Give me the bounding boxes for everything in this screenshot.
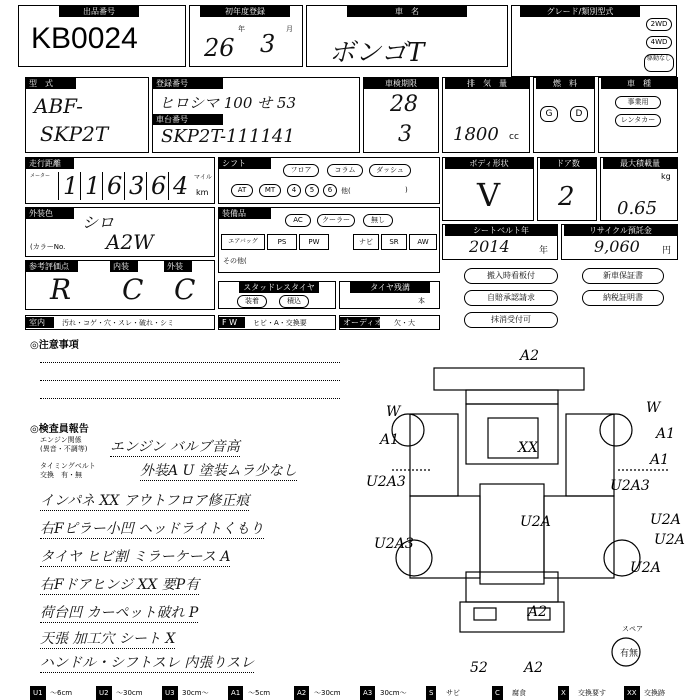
equipment-header: 装備品 bbox=[219, 208, 271, 219]
room-box bbox=[25, 315, 215, 330]
legend-desc: ～30cm bbox=[314, 689, 341, 697]
equip-ps[interactable]: PS bbox=[267, 234, 297, 250]
notes-line-2 bbox=[40, 380, 340, 381]
equip-sr[interactable]: SR bbox=[381, 234, 407, 250]
inspector-note: ハンドル・シフトスレ 内張りスレ bbox=[40, 652, 254, 673]
equip-airbag[interactable]: エアバッグ bbox=[221, 234, 265, 250]
color-box bbox=[25, 207, 215, 257]
grade-none[interactable]: 駆動なし bbox=[644, 54, 674, 72]
legend-code: A1 bbox=[228, 686, 243, 700]
fuel-box bbox=[533, 77, 595, 153]
inspection-year: 28 bbox=[390, 92, 418, 117]
shift-4[interactable]: 4 bbox=[287, 184, 301, 197]
legend-desc: 腐食 bbox=[512, 689, 526, 697]
inspector-note: インパネ XX アウトフロア修正痕 bbox=[40, 490, 249, 511]
model-box bbox=[25, 77, 149, 153]
inspector-note: タイヤ ヒビ割 ミラーケース A bbox=[40, 546, 230, 567]
type-rental[interactable]: レンタカー bbox=[615, 114, 661, 127]
body-box bbox=[442, 157, 534, 221]
grade-4wd[interactable]: 4WD bbox=[646, 36, 672, 49]
legend-desc: 交換要す bbox=[578, 689, 606, 697]
left-front-door bbox=[410, 414, 458, 496]
model-code: ABF- bbox=[34, 94, 83, 118]
hood bbox=[466, 404, 558, 464]
inspector-note: 右Fドアヒンジ XX 要P有 bbox=[40, 574, 199, 595]
tire-box bbox=[339, 281, 440, 309]
damage-label: W bbox=[646, 400, 661, 416]
audio-options: 欠・大 bbox=[394, 319, 415, 327]
first-reg-year: 26 bbox=[204, 34, 235, 62]
shift-column[interactable]: コラム bbox=[327, 164, 363, 177]
car-name-box bbox=[306, 5, 508, 67]
spare-label: スペア bbox=[622, 625, 643, 633]
interior-score: C bbox=[122, 273, 144, 306]
left-taillight bbox=[474, 608, 496, 620]
recycle-fee: 9,060 bbox=[594, 237, 640, 256]
notes-line-1 bbox=[40, 362, 340, 363]
shift-other: 他( bbox=[341, 187, 351, 195]
first-reg-box bbox=[189, 5, 303, 67]
inspector-note: エンジン バルブ音高 bbox=[110, 436, 240, 457]
damage-label: U2A3 bbox=[610, 478, 650, 494]
legend-desc: ～30cm bbox=[116, 689, 143, 697]
tire-header: タイヤ残溝 bbox=[350, 282, 430, 293]
frame-header: 車台番号 bbox=[153, 114, 223, 125]
front-edge bbox=[466, 390, 558, 404]
legend-code: XX bbox=[624, 686, 640, 700]
legend-desc: 交換跡 bbox=[644, 689, 665, 697]
shift-box bbox=[218, 157, 440, 204]
legend-code: U2 bbox=[96, 686, 112, 700]
score-header: 参考評価点 bbox=[26, 261, 78, 272]
audio-box bbox=[339, 315, 440, 330]
damage-label: U2A bbox=[520, 514, 551, 530]
frame-number: SKP2T-111141 bbox=[161, 126, 295, 147]
grade-box bbox=[511, 5, 677, 77]
damage-label: U2A bbox=[654, 532, 685, 548]
legend-code: S bbox=[426, 686, 436, 700]
car-name-header: 車 名 bbox=[347, 6, 467, 17]
shift-other-close: ) bbox=[405, 186, 408, 194]
vehicle-type-box bbox=[598, 77, 678, 153]
shift-6[interactable]: 6 bbox=[323, 184, 337, 197]
studless-box bbox=[218, 281, 336, 309]
max-load-header: 最大積載量 bbox=[603, 158, 677, 169]
engine-label-1: エンジン関係 bbox=[40, 436, 82, 444]
damage-label: U2A3 bbox=[366, 474, 406, 490]
legend-code: U1 bbox=[30, 686, 46, 700]
exterior-score: C bbox=[174, 273, 196, 306]
car-name: ボンゴT bbox=[329, 38, 425, 68]
odometer-digit: 4 bbox=[168, 172, 188, 200]
fw-header: F W bbox=[219, 317, 245, 328]
damage-label: U2A bbox=[650, 512, 681, 528]
room-header: 室内 bbox=[26, 317, 54, 328]
mileage-header: 走行距離 bbox=[26, 158, 74, 169]
body-header: ボディ形状 bbox=[445, 158, 533, 169]
damage-label: A1 bbox=[650, 452, 670, 468]
damage-label: 52 bbox=[470, 660, 488, 676]
score-box bbox=[25, 260, 215, 310]
inspection-header: 車検期限 bbox=[364, 78, 438, 89]
legend-code: A3 bbox=[360, 686, 375, 700]
inspector-title: ◎検査員報告 bbox=[30, 424, 89, 435]
studless-header: スタッドレスタイヤ bbox=[239, 282, 319, 293]
paper-signboard[interactable]: 搬入時看板付 bbox=[464, 268, 558, 284]
shift-5[interactable]: 5 bbox=[305, 184, 319, 197]
equip-ac[interactable]: AC bbox=[285, 214, 311, 227]
grade-header: グレード/類別型式 bbox=[520, 6, 640, 17]
legend-desc: ～6cm bbox=[50, 689, 73, 697]
left-bed-side bbox=[410, 496, 480, 578]
shift-header: シフト bbox=[219, 158, 271, 169]
shift-mt[interactable]: MT bbox=[259, 184, 281, 197]
displacement: 1800 bbox=[453, 124, 499, 145]
studless-installed[interactable]: 装着 bbox=[237, 295, 267, 308]
interior-header: 内装 bbox=[110, 261, 138, 272]
seatbelt-header: シートベルト年 bbox=[445, 225, 557, 236]
lot-number: KB0024 bbox=[31, 22, 138, 55]
max-load: 0.65 bbox=[617, 198, 658, 219]
mileage-box bbox=[25, 157, 215, 204]
recycle-box bbox=[561, 224, 678, 260]
equip-aw[interactable]: AW bbox=[409, 234, 437, 250]
year-unit: 年 bbox=[238, 25, 245, 33]
legend-code: U3 bbox=[162, 686, 178, 700]
lot-number-header: 出品番号 bbox=[59, 6, 139, 17]
doors-box bbox=[537, 157, 597, 221]
cc-unit: cc bbox=[509, 132, 519, 142]
shift-at[interactable]: AT bbox=[231, 184, 253, 197]
seatbelt-year: 2014 bbox=[469, 237, 510, 256]
color-name: シロ bbox=[82, 213, 115, 232]
odometer-digit: 1 bbox=[80, 172, 100, 200]
reg-box bbox=[152, 77, 360, 153]
score: R bbox=[50, 273, 72, 306]
fuel-diesel[interactable]: D bbox=[570, 106, 588, 122]
rear-bumper bbox=[460, 602, 564, 632]
first-reg-header: 初年度登録 bbox=[200, 6, 290, 17]
legend-bar bbox=[30, 686, 690, 700]
damage-label: A1 bbox=[656, 426, 676, 442]
equip-cooler[interactable]: クーラー bbox=[317, 214, 355, 227]
spare-value: 有無 bbox=[620, 649, 639, 659]
inspector-note: 天張 加工穴 シート X bbox=[40, 628, 175, 649]
model-code-2: SKP2T bbox=[40, 122, 109, 146]
inspection-box bbox=[363, 77, 439, 153]
km-unit: km bbox=[196, 188, 209, 197]
odometer-digit: 3 bbox=[124, 172, 144, 200]
inspector-note: 右Fピラー小凹 ヘッドライトくもり bbox=[40, 518, 264, 539]
equip-pw[interactable]: PW bbox=[299, 234, 329, 250]
damage-label: A2 bbox=[524, 660, 544, 676]
month-unit: 月 bbox=[286, 25, 293, 33]
meter-label: メーター bbox=[30, 173, 51, 179]
displacement-box bbox=[442, 77, 530, 153]
lot-number-box bbox=[18, 5, 186, 67]
reg-number: ヒロシマ 100 せ 53 bbox=[159, 94, 297, 112]
color-no-label: (カラーNo. bbox=[30, 243, 66, 251]
timing-label-1: タイミングベルト bbox=[40, 462, 96, 470]
odometer bbox=[54, 170, 189, 202]
shift-dash[interactable]: ダッシュ bbox=[369, 164, 411, 177]
reg-header: 登録番号 bbox=[153, 78, 223, 89]
cargo-floor bbox=[480, 484, 544, 584]
damage-label: A1 bbox=[380, 432, 400, 448]
legend-code: C bbox=[492, 686, 503, 700]
damage-label: A2 bbox=[528, 604, 548, 620]
inspector-notes bbox=[40, 430, 350, 670]
fw-options: ヒビ・A・交換要 bbox=[253, 319, 307, 327]
notes-title: ◎注意事項 bbox=[30, 340, 79, 351]
mile-unit: マイル bbox=[194, 174, 212, 181]
equipment-box bbox=[218, 207, 440, 273]
max-load-box bbox=[600, 157, 678, 221]
fuel-header: 燃 料 bbox=[536, 78, 594, 89]
fuel-gasoline[interactable]: G bbox=[540, 106, 558, 122]
legend-desc: ～5cm bbox=[248, 689, 271, 697]
seatbelt-year-unit: 年 bbox=[539, 246, 549, 256]
model-header: 型 式 bbox=[26, 78, 76, 89]
legend-code: X bbox=[558, 686, 569, 700]
inspector-note: 外装A U 塗装ムラ少なし bbox=[140, 460, 297, 481]
type-business[interactable]: 事業用 bbox=[615, 96, 661, 109]
inspector-note: 荷台凹 カーペット破れ P bbox=[40, 602, 198, 623]
engine-label-2: (異音・不調等) bbox=[40, 445, 88, 453]
odometer-digit: 6 bbox=[102, 172, 122, 200]
color-header: 外装色 bbox=[26, 208, 74, 219]
notes-line-3 bbox=[40, 398, 340, 399]
shift-floor[interactable]: フロア bbox=[283, 164, 319, 177]
equip-none[interactable]: 無し bbox=[363, 214, 393, 227]
damage-label: A2 bbox=[520, 348, 540, 364]
inspection-month: 3 bbox=[398, 122, 412, 147]
exterior-header: 外装 bbox=[164, 261, 192, 272]
front-bumper bbox=[434, 368, 584, 390]
equip-other: その他( bbox=[223, 257, 247, 265]
right-front-wheel bbox=[600, 414, 632, 446]
timing-label-2: 交換 有・無 bbox=[40, 471, 82, 479]
damage-label: U2A bbox=[630, 560, 661, 576]
paper-tax[interactable]: 納税証明書 bbox=[582, 290, 664, 306]
tire-count: 本 bbox=[418, 297, 425, 305]
odometer-digit: 6 bbox=[146, 172, 166, 200]
paper-warranty[interactable]: 新車保証書 bbox=[582, 268, 664, 284]
damage-label: XX bbox=[518, 440, 538, 456]
damage-label: U2A3 bbox=[374, 536, 414, 552]
door-count: 2 bbox=[558, 182, 575, 212]
displacement-header: 排 気 量 bbox=[445, 78, 529, 89]
first-reg-month: 3 bbox=[260, 30, 276, 58]
color-code: A2W bbox=[106, 230, 154, 254]
right-bed-side bbox=[544, 496, 614, 578]
body-type: V bbox=[477, 176, 501, 214]
kg-unit: kg bbox=[661, 172, 671, 181]
legend-desc: 30cm～ bbox=[182, 689, 209, 697]
recycle-header: リサイクル預託金 bbox=[564, 225, 677, 236]
grade-2wd[interactable]: 2WD bbox=[646, 18, 672, 31]
right-front-door bbox=[566, 414, 614, 496]
paper-insurance[interactable]: 自賠承認請求 bbox=[464, 290, 558, 306]
seatbelt-box bbox=[442, 224, 558, 260]
legend-code: A2 bbox=[294, 686, 309, 700]
odometer-digit: 1 bbox=[58, 172, 78, 200]
studless-loaded[interactable]: 積込 bbox=[279, 295, 309, 308]
fw-box bbox=[218, 315, 336, 330]
equip-navi[interactable]: ナビ bbox=[353, 234, 379, 250]
doors-header: ドア数 bbox=[540, 158, 596, 169]
legend-desc: 30cm～ bbox=[380, 689, 407, 697]
damage-label: W bbox=[386, 404, 401, 420]
legend-desc: サビ bbox=[446, 689, 460, 697]
room-options: 汚れ・コゲ・穴・スレ・破れ・シミ bbox=[62, 319, 174, 327]
audio-header: オーディオ bbox=[340, 317, 380, 328]
paper-deregister[interactable]: 抹消受付可 bbox=[464, 312, 558, 328]
yen-unit: 円 bbox=[662, 246, 672, 256]
vehicle-type-header: 車 種 bbox=[601, 78, 677, 89]
